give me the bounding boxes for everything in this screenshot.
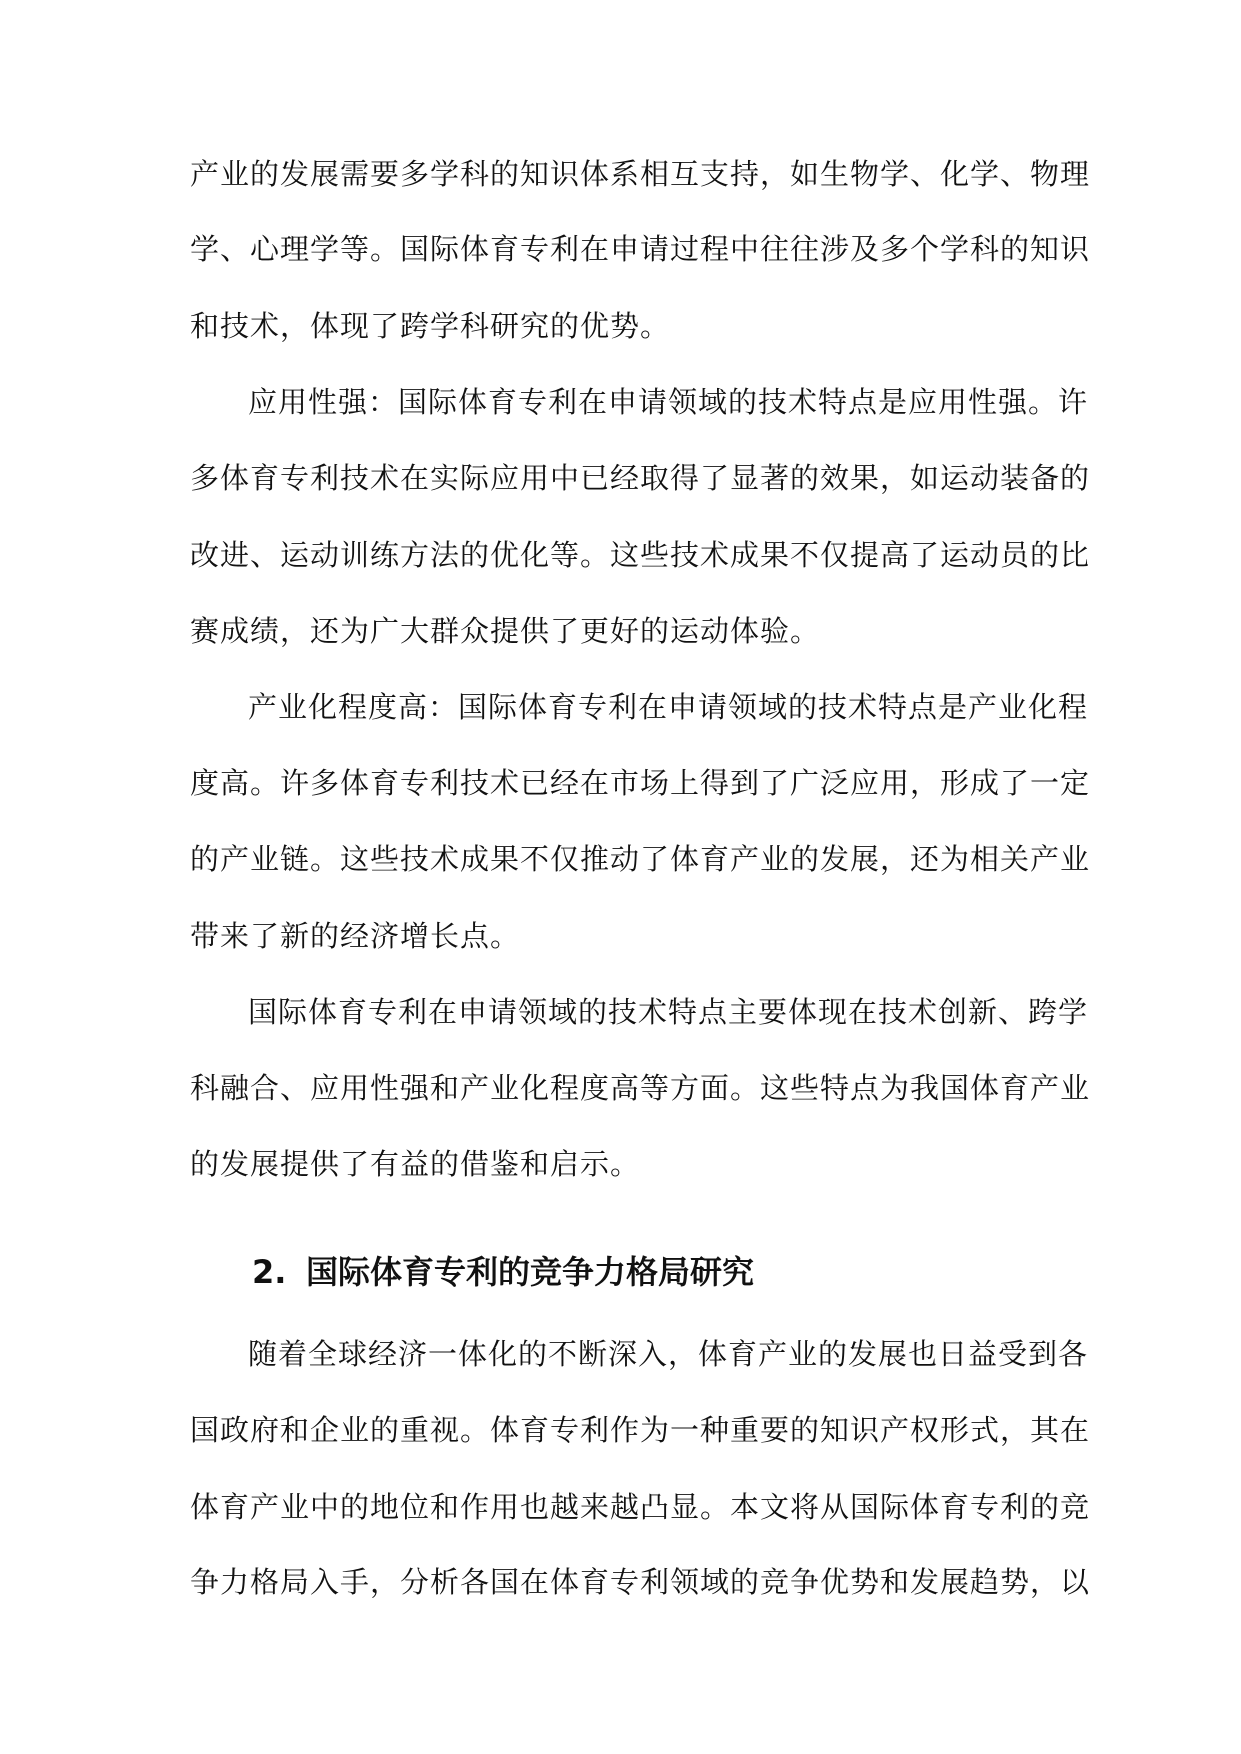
paragraph-line: 和技术，体现了跨学科研究的优势。 [190, 309, 671, 343]
paragraph-line: 度高。许多体育专利技术已经在市场上得到了广泛应用，形成了一定 [190, 766, 1091, 800]
paragraph-line: 多体育专利技术在实际应用中已经取得了显著的效果，如运动装备的 [190, 461, 1091, 495]
paragraph-line: 体育产业中的地位和作用也越来越凸显。本文将从国际体育专利的竞 [190, 1490, 1091, 1524]
paragraph-line: 学、心理学等。国际体育专利在申请过程中往往涉及多个学科的知识 [190, 232, 1091, 266]
paragraph-line: 应用性强：国际体育专利在申请领域的技术特点是应用性强。许 [248, 385, 1089, 419]
paragraph-line: 产业的发展需要多学科的知识体系相互支持，如生物学、化学、物理 [190, 157, 1091, 191]
paragraph-line: 争力格局入手，分析各国在体育专利领域的竞争优势和发展趋势，以 [190, 1565, 1091, 1599]
paragraph-line: 国政府和企业的重视。体育专利作为一种重要的知识产权形式，其在 [190, 1413, 1091, 1447]
paragraph-line: 带来了新的经济增长点。 [190, 919, 521, 953]
paragraph-line: 国际体育专利在申请领域的技术特点主要体现在技术创新、跨学 [248, 995, 1089, 1029]
paragraph-line: 的产业链。这些技术成果不仅推动了体育产业的发展，还为相关产业 [190, 842, 1091, 876]
section-heading [252, 1250, 1012, 1294]
paragraph-line: 随着全球经济一体化的不断深入，体育产业的发展也日益受到各 [248, 1337, 1089, 1371]
paragraph-line: 的发展提供了有益的借鉴和启示。 [190, 1147, 641, 1181]
section-number: 2. [252, 1253, 287, 1291]
paragraph-line: 赛成绩，还为广大群众提供了更好的运动体验。 [190, 614, 821, 648]
section-title: 国际体育专利的竞争力格局研究 [306, 1253, 755, 1291]
paragraph-line: 改进、运动训练方法的优化等。这些技术成果不仅提高了运动员的比 [190, 538, 1091, 572]
paragraph-line: 产业化程度高：国际体育专利在申请领域的技术特点是产业化程 [248, 690, 1089, 724]
paragraph-line: 科融合、应用性强和产业化程度高等方面。这些特点为我国体育产业 [190, 1071, 1091, 1105]
